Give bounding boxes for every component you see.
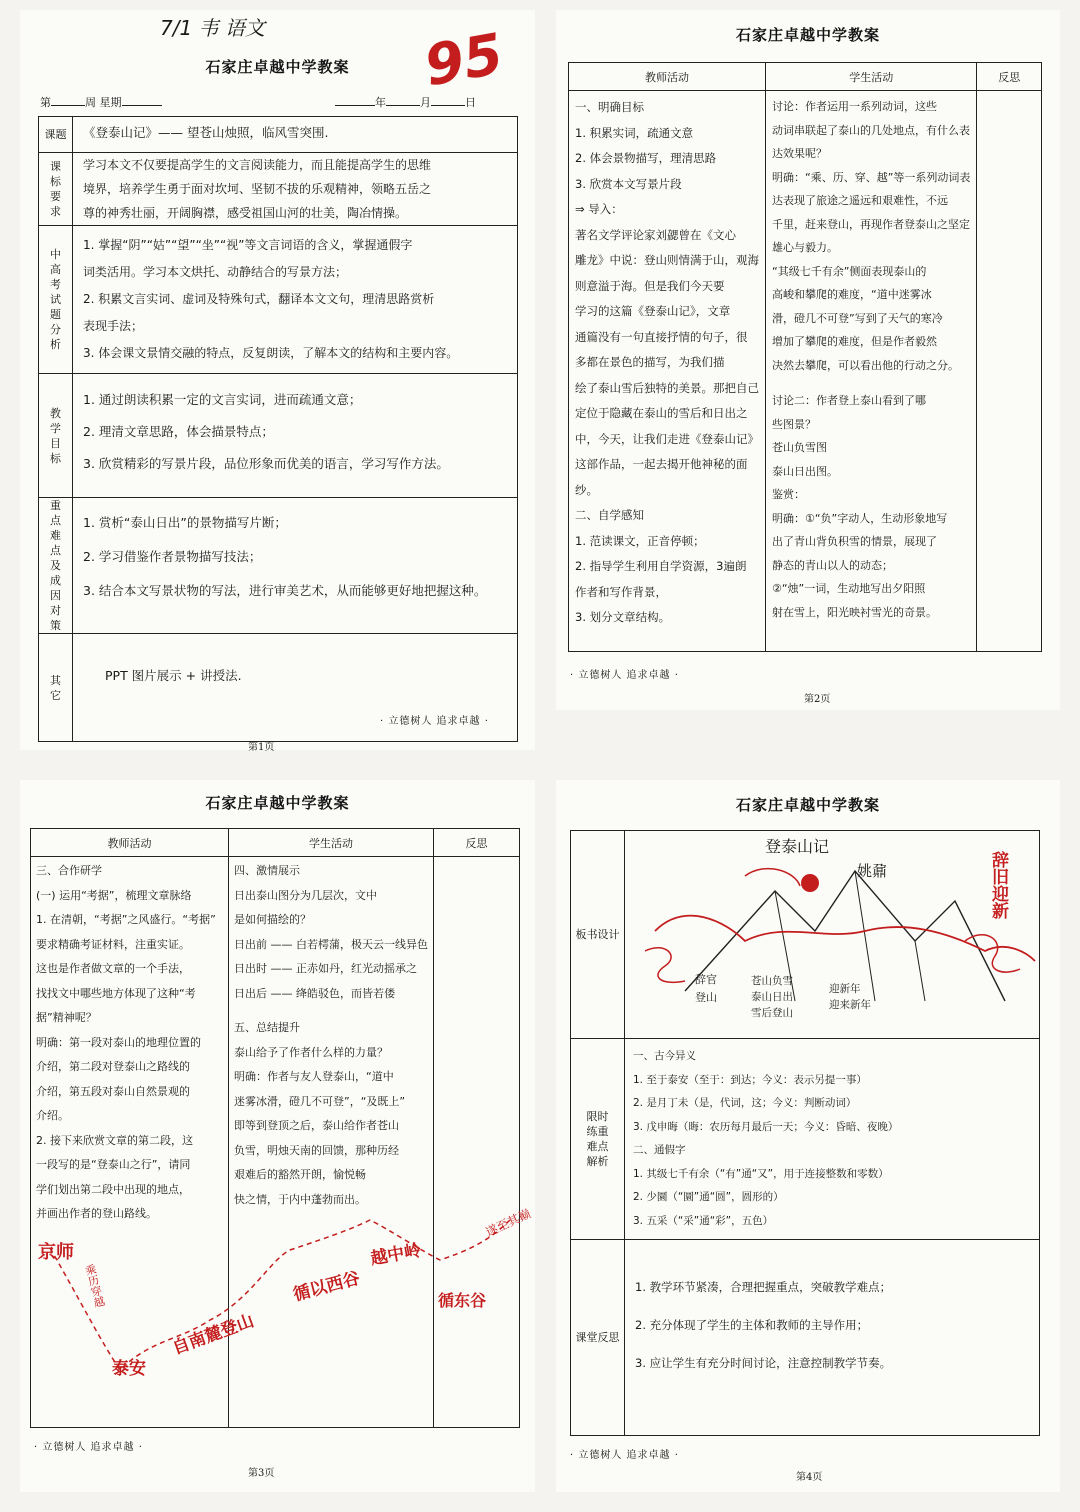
row-label: 中高考试题分析 xyxy=(39,226,73,374)
route-stop: 自南麓登山 xyxy=(169,1310,257,1359)
row-label: 限时练重难点解析 xyxy=(571,1039,625,1240)
col-header: 反思 xyxy=(434,829,520,857)
footer-motto: · 立德树人 追求卓越 · xyxy=(380,716,489,727)
col-header: 教师活动 xyxy=(569,63,766,91)
col-header: 反思 xyxy=(977,63,1042,91)
route-stop: 循东谷 xyxy=(438,1291,487,1310)
page-title: 石家庄卓越中学教案 xyxy=(205,58,350,76)
teacher-activity: 三、合作研学 (一) 运用“考据”，梳理文章脉络 1. 在清朝，“考据”之风盛行。“考据” 要求精确考证材料，注重实证。 这也是作者做文章的一个手法， 找找文中哪些地方体现了这种“考 据”精神呢？ 明确：第一段对泰山的地理位置的 介绍，第二段对登泰山之路线的 介绍，第五段对泰山自然景观的 介绍。 2. 接下来欣赏文章的第二段，这 一段写的是“登泰山之行”，请同 学们划出第二段中出现的地点， 并画出作者的登山路线。 xyxy=(31,857,229,1428)
col-header: 学生活动 xyxy=(766,63,977,91)
lesson-plan-table: 课题 《登泰山记》—— 望苍山烛照，临风雪突围. 课标要求 学习本文不仅要提高学生的文言阅读能力，而且能提高学生的思维 境界，培养学生勇于面对坎坷、坚韧不拔的乐观精神，领略五岳之 尊的神秀壮丽，开阔胸襟，感受祖国山河的壮美，陶冶情操。 中高考试题分析 1. 掌握“阴”“姑”“望”“坐”“视”等文言词语的含义，掌握通假字 词类活用。学习本文烘托、动静结合的写景方法； 2. 积累文言实词、虚词及特殊句式，翻译本文文句，理清思路赏析 表现手法； 3. 体会课文景情交融的特点，反复朗读，了解本文的结构和主要内容。 教学目标 1. 通过朗读积累一定的文言实词，进而疏通文意； 2. 理清文章思路，体会描景特点； 3. 欣赏精彩的写景片段，品位形象而优美的语言，学习写作方法。 重点难点及成因对策 1. 赏析“泰山日出”的景物描写片断； 2. 学习借鉴作者景物描写技法； 3. 结合本文写景状物的写法，进行审美艺术，从而能够更好地把握这种。 其它 PPT 图片展示 + 讲授法. xyxy=(38,116,518,742)
footer-motto: · 立德树人 追求卓越 · xyxy=(570,670,679,681)
board-right-chain: 迎新年 迎来新年 xyxy=(829,983,871,1011)
row-label: 重点难点及成因对策 xyxy=(39,498,73,634)
route-stop: 泰安 xyxy=(112,1359,146,1379)
col-header: 教师活动 xyxy=(31,829,229,857)
board-author: 姚鼐 xyxy=(857,862,888,880)
student-activity: 四、激情展示 日出泰山图分为几层次，文中 是如何描绘的？ 日出前 —— 白若樗蒲，极天云一线异色 日出时 —— 正赤如丹，红光动摇承之 日出后 —— 绛皓驳色，而皆若偻 五、总结提升 泰山给予了作者什么样的力量？ 明确：作者与友人登泰山，“道中 迷雾冰滑，磴几不可登”，“及既上” 即等到登顶之后，泰山给作者苍山 负雪，明烛天南的回馈，那种历经 艰难后的豁然开朗，愉悦畅 快之情，于内中蓬勃而出。 xyxy=(229,857,434,1428)
row-label: 课标要求 xyxy=(39,153,73,226)
page-number: 第4页 xyxy=(796,1472,823,1483)
teacher-activity: 一、明确目标 1. 积累实词，疏通文意 2. 体会景物描写，理清思路 3. 欣赏本文写景片段 ⇒ 导入： 著名文学评论家刘勰曾在《文心 雕龙》中说：登山则情满于山，观海 则意溢于海。但是我们今天要 学习的这篇《登泰山记》，文章 通篇没有一句直接抒情的句子，很 多都在景色的描写，为我们描 绘了泰山雪后独特的美景。那把自己 定位于隐藏在泰山的雪后和日出之 中，今天，让我们走进《登泰山记》 这部作品，一起去揭开他神秘的面 纱。 二、自学感知 1. 范读课文，正音停顿； 2. 指导学生利用自学资源，3遍朗 作者和写作背景， 3. 划分文章结构。 xyxy=(569,91,766,652)
row-label: 课题 xyxy=(39,117,73,153)
activity-table xyxy=(568,62,1042,652)
activity-table xyxy=(30,828,520,1428)
board-table xyxy=(570,830,1040,1436)
route-stop: 越中岭 xyxy=(369,1240,423,1270)
student-activity: 讨论：作者运用一系列动词，这些 动词串联起了泰山的几处地点，有什么表 达效果呢？ 明确：“乘、历、穿、越”等一系列动词表 达表现了旅途之遥远和艰难性，不远 千里，赶来登山，再现作者登泰山之坚定 雄心与毅力。 “其级七千有余”侧面表现泰山的 高峻和攀爬的难度，“道中迷雾冰 滑，磴几不可登”写到了天气的寒冷 增加了攀爬的难度，但是作者毅然 决然去攀爬，可以看出他的行动之分。 讨论二：作者登上泰山看到了哪 些图景？ 苍山负雪图 泰山日出图。 鉴赏： 明确：①“负”字动人，生动形象地写 出了青山背负积雪的情景，展现了 静态的青山以人的动态； ②“烛”一词，生动地写出夕阳照 射在雪上，阳光映衬雪光的奇景。 xyxy=(766,91,977,652)
board-left-chain: 辞官 登山 xyxy=(695,973,717,1004)
row-label: 教学目标 xyxy=(39,374,73,498)
board-middle: 苍山负雪 泰山日出 雪后登山 xyxy=(751,975,793,1019)
route-via: 乘历穿越 xyxy=(82,1262,107,1309)
col-header: 学生活动 xyxy=(229,829,434,857)
row-label: 课堂反思 xyxy=(571,1240,625,1436)
row-label: 板书设计 xyxy=(571,831,625,1039)
page-title: 石家庄卓越中学教案 xyxy=(735,796,880,814)
page-number: 第2页 xyxy=(804,694,831,705)
page-title: 石家庄卓越中学教案 xyxy=(205,794,350,812)
page-3 xyxy=(20,780,535,1492)
board-side-note: 辞旧迎新 xyxy=(988,851,1008,919)
route-stop: 循以西谷 xyxy=(291,1268,363,1306)
top-handwriting: 7/1 韦 语文 xyxy=(160,16,265,40)
route-end: 遂至其巅 xyxy=(483,1206,533,1240)
page-2 xyxy=(556,10,1060,710)
page-number: 第3页 xyxy=(248,1468,275,1479)
page-title: 石家庄卓越中学教案 xyxy=(735,26,880,44)
class-reflection: 1. 教学环节紧凑，合理把握重点，突破教学难点； 2. 充分体现了学生的主体和教师的主导作用； 3. 应让学生有充分时间讨论，注意控制教学节奏。 xyxy=(625,1240,1040,1436)
row-label: 其它 xyxy=(39,634,73,742)
route-start: 京师 xyxy=(38,1242,74,1263)
page-number: 第1页 xyxy=(248,742,275,753)
page-1 xyxy=(20,10,535,753)
footer-motto: · 立德树人 追求卓越 · xyxy=(34,1442,143,1453)
drill-content: 一、古今异义 1. 至于泰安（至于：到达；今义：表示另提一事） 2. 是月丁未（是，代词，这；今义：判断动词） 3. 戊申晦（晦：农历每月最后一天；今义：昏暗、夜晚） 二、通假字 1. 其级七千有余（“有”通“又”，用于连接整数和零数） 2. 少圜（“圜”通“圆”，圆形的） 3. 五采（“采”通“彩”，五色） xyxy=(625,1039,1040,1240)
footer-motto: · 立德树人 追求卓越 · xyxy=(570,1450,679,1461)
reflection-cell xyxy=(977,91,1042,652)
board-title: 登泰山记 xyxy=(765,837,830,856)
board-design xyxy=(625,831,1040,1039)
reflection-cell xyxy=(434,857,520,1428)
page-4 xyxy=(556,780,1060,1492)
date-line: 第 周 星期 年 月 日 xyxy=(40,96,476,109)
score-mark: 95 xyxy=(419,21,508,100)
